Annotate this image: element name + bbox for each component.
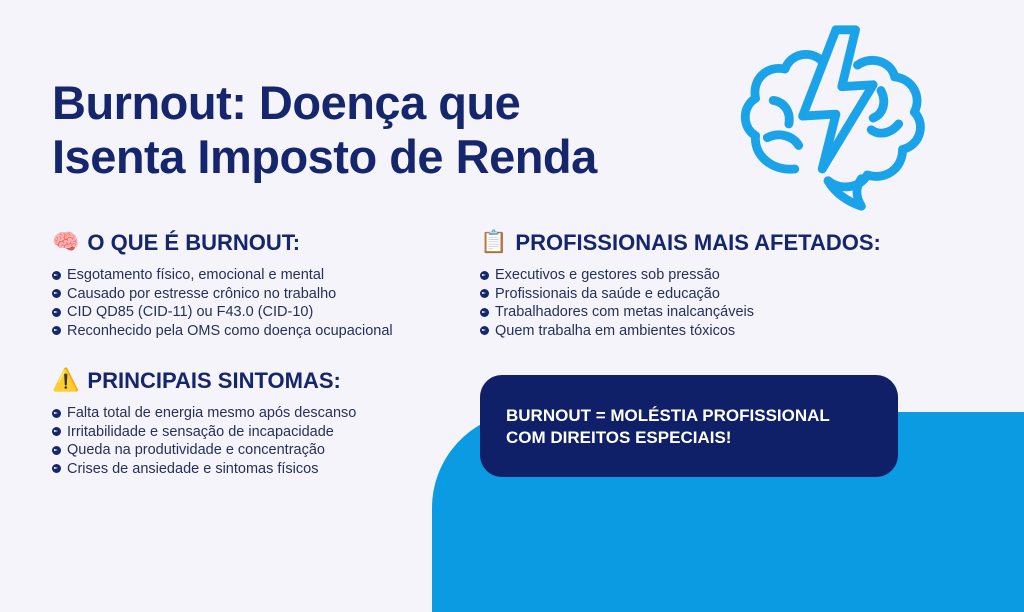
arrow-bullet-icon: [480, 271, 489, 280]
section-heading-text: PRINCIPAIS SINTOMAS:: [87, 368, 341, 393]
bullet-list: [480, 266, 881, 340]
bullet-list: [52, 266, 393, 340]
list-item: [480, 285, 881, 304]
list-item: [480, 322, 881, 341]
arrow-bullet-icon: [52, 271, 61, 280]
list-item: [52, 404, 356, 423]
arrow-bullet-icon: [52, 464, 61, 473]
list-item: [480, 303, 881, 322]
section-what-is-burnout: [52, 230, 393, 340]
section-heading: [52, 368, 356, 394]
list-item: [52, 322, 393, 341]
title-line-1: Burnout: Doença que: [52, 76, 521, 129]
list-item-text: Quem trabalha em ambientes tóxicos: [495, 322, 736, 339]
clipboard-icon: 📋: [480, 230, 508, 255]
arrow-bullet-icon: [52, 427, 61, 436]
callout-box: [480, 375, 898, 477]
list-item-text: Executivos e gestores sob pressão: [495, 267, 720, 283]
list-item: [480, 266, 881, 285]
callout-line-2: COM DIREITOS ESPECIAIS!: [506, 428, 732, 447]
warning-icon: ⚠️: [52, 368, 80, 393]
list-item: [52, 266, 393, 285]
list-item: [52, 303, 393, 322]
arrow-bullet-icon: [480, 308, 489, 317]
arrow-bullet-icon: [52, 308, 61, 317]
list-item-text: Trabalhadores com metas inalcançáveis: [495, 304, 754, 320]
arrow-bullet-icon: [52, 409, 61, 418]
list-item: [52, 285, 393, 304]
brain-icon: 🧠: [52, 230, 80, 255]
list-item-text: Crises de ansiedade e sintomas físicos: [67, 460, 319, 477]
brain-lightning-icon: [734, 22, 930, 218]
arrow-bullet-icon: [480, 326, 489, 335]
section-heading-text: O QUE É BURNOUT:: [87, 230, 301, 255]
title-line-2: Isenta Imposto de Renda: [52, 130, 597, 183]
list-item-text: Reconhecido pela OMS como doença ocupacional: [67, 322, 393, 339]
list-item-text: Profissionais da saúde e educação: [495, 285, 720, 302]
page-title: [52, 76, 597, 184]
bullet-list: [52, 404, 356, 478]
list-item-text: Esgotamento físico, emocional e mental: [67, 267, 325, 283]
list-item: [52, 423, 356, 442]
section-heading: [480, 230, 881, 256]
arrow-bullet-icon: [52, 446, 61, 455]
arrow-bullet-icon: [52, 326, 61, 335]
list-item-text: CID QD85 (CID-11) ou F43.0 (CID-10): [67, 304, 314, 320]
section-professionals: [480, 230, 881, 340]
list-item-text: Irritabilidade e sensação de incapacidade: [67, 423, 334, 440]
arrow-bullet-icon: [52, 289, 61, 298]
list-item-text: Queda na produtividade e concentração: [67, 442, 325, 458]
arrow-bullet-icon: [480, 289, 489, 298]
list-item-text: Causado por estresse crônico no trabalho: [67, 285, 337, 302]
list-item-text: Falta total de energia mesmo após descanso: [67, 405, 357, 421]
callout-line-1: BURNOUT = MOLÉSTIA PROFISSIONAL: [506, 406, 830, 425]
section-symptoms: [52, 368, 356, 478]
section-heading-text: PROFISSIONAIS MAIS AFETADOS:: [515, 230, 881, 255]
section-heading: [52, 230, 393, 256]
list-item: [52, 460, 356, 479]
list-item: [52, 441, 356, 460]
